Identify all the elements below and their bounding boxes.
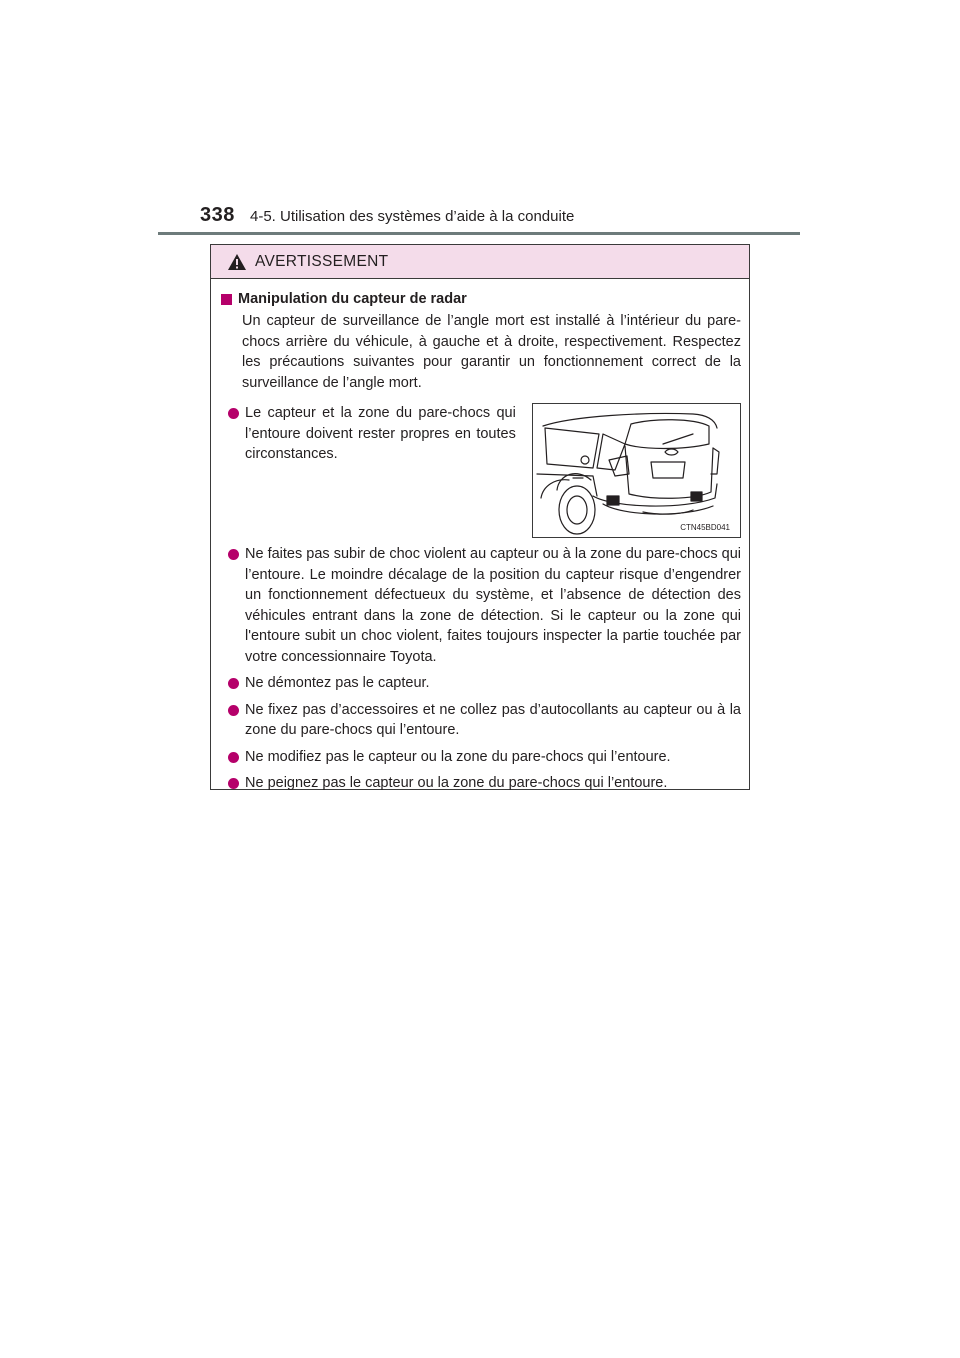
warning-triangle-icon [227, 253, 247, 271]
list-item [219, 747, 741, 768]
bullet-text: Ne peignez pas le capteur ou la zone du pare-chocs qui l’entoure. [245, 775, 668, 791]
circle-bullet-icon [228, 752, 239, 763]
warning-body [211, 279, 749, 794]
bullet-text: Ne démontez pas le capteur. [245, 675, 430, 691]
warning-header [211, 245, 749, 279]
bullet-text: Le capteur et la zone du pare-chocs qui l’entoure doivent rester propres en toutes circonstances. [245, 405, 516, 462]
header-rule [158, 232, 800, 235]
list-item [219, 673, 741, 694]
circle-bullet-icon [228, 408, 239, 419]
circle-bullet-icon [228, 678, 239, 689]
bullet-list [219, 544, 741, 794]
bullet-text: Ne faites pas subir de choc violent au capteur ou à la zone du pare-chocs qui l’entoure. Le moindre décalage de la position du capteur risque d’engendrer un fonctionnement défectueux du système, et l’absence de détection des véhicules entrant dans la zone de détection. Si le capteur ou la zone qui l'entoure subit un choc violent, faites toujours inspecter la partie touchée par votre concessionnaire Toyota. [245, 546, 741, 665]
circle-bullet-icon [228, 705, 239, 716]
circle-bullet-icon [228, 778, 239, 789]
section-heading-text: Manipulation du capteur de radar [238, 291, 467, 307]
list-item [219, 773, 741, 794]
warning-box [210, 244, 750, 790]
bullet-text: Ne fixez pas d’accessoires et ne collez pas d’autocollants au capteur ou à la zone du pare-chocs qui l’entoure. [245, 701, 741, 738]
figure-row [219, 403, 741, 538]
section-heading [219, 291, 741, 307]
page-number: 338 [200, 204, 235, 226]
list-item [219, 403, 516, 538]
chapter-title: 4-5. Utilisation des systèmes d’aide à la conduite [250, 208, 575, 225]
list-item [219, 700, 741, 741]
car-rear-illustration [532, 403, 741, 538]
circle-bullet-icon [228, 549, 239, 560]
page-header [0, 0, 960, 240]
list-item [219, 544, 741, 667]
warning-label: AVERTISSEMENT [255, 252, 389, 270]
square-bullet-icon [221, 294, 232, 305]
figure-code: CTN45BD041 [680, 523, 730, 532]
bullet-text: Ne modifiez pas le capteur ou la zone du pare-chocs qui l’entoure. [245, 748, 671, 765]
intro-paragraph: Un capteur de surveillance de l’angle mort est installé à l’intérieur du pare-chocs arrière du véhicule, à gauche et à droite, respectivement. Respectez les précautions suivantes pour garantir un fonctionnement correct de la surveillance de l’angle mort. [242, 313, 741, 391]
suv-rear-icon [533, 404, 741, 537]
